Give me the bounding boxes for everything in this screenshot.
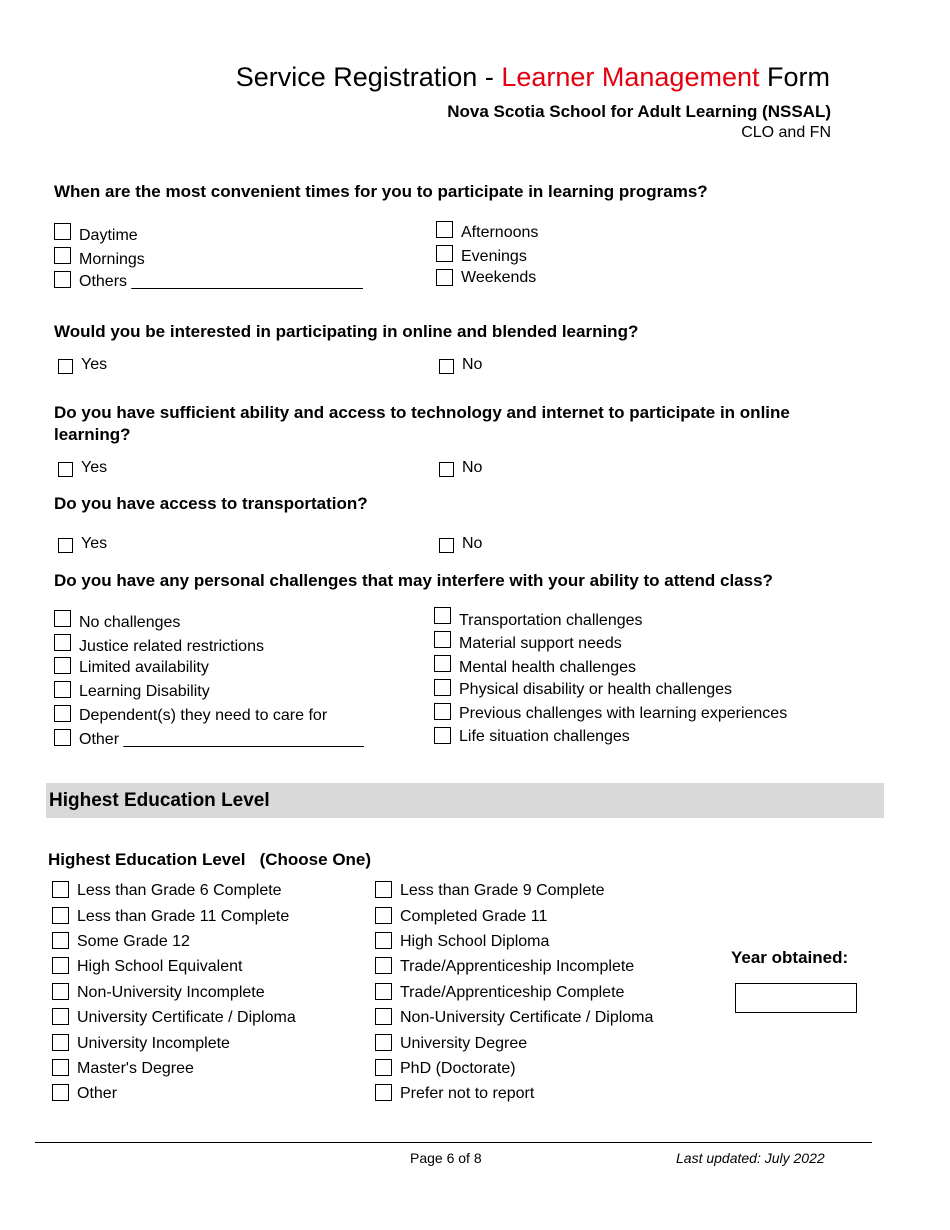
option-label: Trade/Apprenticeship Incomplete <box>400 958 635 975</box>
option-label: Yes <box>81 535 108 552</box>
option-edu-right-5[interactable] <box>375 983 624 1003</box>
option-label: High School Diploma <box>400 933 550 950</box>
option-label: Non-University Certificate / Diploma <box>400 1009 654 1026</box>
option-label: Mental health challenges <box>459 659 637 676</box>
checkbox[interactable] <box>439 359 454 374</box>
option-edu-left-8[interactable] <box>52 1059 194 1079</box>
checkbox[interactable] <box>52 957 69 974</box>
checkbox[interactable] <box>434 679 451 696</box>
option-edu-right-6[interactable] <box>375 1008 653 1028</box>
option-label: High School Equivalent <box>77 958 243 975</box>
checkbox[interactable] <box>375 983 392 1000</box>
option-label: Completed Grade 11 <box>400 908 548 925</box>
year-obtained-label: Year obtained: <box>731 948 849 967</box>
option-edu-right-9[interactable] <box>375 1084 534 1104</box>
option-physical-disability[interactable] <box>434 679 732 700</box>
program-name: CLO and FN <box>741 124 831 141</box>
option-mornings[interactable] <box>54 247 145 270</box>
checkbox[interactable] <box>434 727 451 744</box>
option-transportation-challenges[interactable] <box>434 607 643 631</box>
checkbox[interactable] <box>54 247 71 264</box>
option-label: Transportation challenges <box>459 612 643 629</box>
checkbox[interactable] <box>58 538 73 553</box>
option-other-challenge[interactable] <box>54 729 364 750</box>
option-edu-left-7[interactable] <box>52 1034 230 1054</box>
option-mental-health[interactable] <box>434 655 636 678</box>
option-label: Trade/Apprenticeship Complete <box>400 984 625 1001</box>
option-material-support[interactable] <box>434 631 622 654</box>
title-part-3: Form <box>759 62 830 92</box>
option-label: Non-University Incomplete <box>77 984 265 1001</box>
option-weekends[interactable] <box>436 268 536 288</box>
option-edu-left-5[interactable] <box>52 983 265 1003</box>
option-label: Learning Disability <box>79 683 210 700</box>
option-online-no[interactable] <box>439 355 482 375</box>
checkbox[interactable] <box>54 705 71 722</box>
checkbox[interactable] <box>434 703 451 720</box>
option-dependents[interactable] <box>54 705 327 726</box>
checkbox[interactable] <box>375 907 392 924</box>
option-label: No <box>462 459 483 476</box>
checkbox[interactable] <box>58 462 73 477</box>
option-limited-availability[interactable] <box>54 657 209 678</box>
option-label: Dependent(s) they need to care for <box>79 707 328 724</box>
checkbox[interactable] <box>439 462 454 477</box>
option-transport-yes[interactable] <box>58 534 107 554</box>
option-label: Other <box>77 1085 118 1102</box>
option-others[interactable] <box>54 271 363 292</box>
checkbox[interactable] <box>52 1084 69 1101</box>
checkbox[interactable] <box>436 269 453 286</box>
option-label: Material support needs <box>459 635 622 652</box>
checkbox[interactable] <box>436 245 453 262</box>
question-transportation: Do you have access to transportation? <box>54 494 368 513</box>
option-edu-right-7[interactable] <box>375 1034 527 1054</box>
option-label: No challenges <box>79 614 181 631</box>
checkbox[interactable] <box>52 881 69 898</box>
checkbox[interactable] <box>375 1034 392 1051</box>
checkbox[interactable] <box>54 223 71 240</box>
option-label: Less than Grade 6 Complete <box>77 882 282 899</box>
option-learning-disability[interactable] <box>54 681 210 702</box>
page-number: Page 6 of 8 <box>410 1150 482 1166</box>
option-label: Life situation challenges <box>459 728 630 745</box>
option-label: No <box>462 535 483 552</box>
option-edu-left-3[interactable] <box>52 932 190 952</box>
option-previous-challenges[interactable] <box>434 703 787 724</box>
option-no-challenges[interactable] <box>54 610 180 633</box>
option-label: Other ___________________________ <box>79 731 364 748</box>
footer-divider <box>35 1142 872 1143</box>
section-title-education: Highest Education Level <box>49 790 270 811</box>
checkbox[interactable] <box>52 983 69 1000</box>
checkbox[interactable] <box>54 271 71 288</box>
checkbox[interactable] <box>375 1084 392 1101</box>
option-label: Physical disability or health challenges <box>459 681 733 698</box>
option-label: Yes <box>81 459 108 476</box>
checkbox[interactable] <box>54 729 71 746</box>
option-edu-right-3[interactable] <box>375 932 549 952</box>
option-life-situation[interactable] <box>434 727 630 747</box>
checkbox[interactable] <box>434 655 451 672</box>
checkbox[interactable] <box>375 957 392 974</box>
option-label: Less than Grade 9 Complete <box>400 882 605 899</box>
checkbox[interactable] <box>54 610 71 627</box>
option-edu-right-1[interactable] <box>375 881 605 901</box>
option-label: Justice related restrictions <box>79 638 264 655</box>
checkbox[interactable] <box>375 881 392 898</box>
checkbox[interactable] <box>52 1008 69 1025</box>
checkbox[interactable] <box>52 1059 69 1076</box>
option-edu-right-8[interactable] <box>375 1059 516 1079</box>
option-edu-left-9[interactable] <box>52 1084 117 1104</box>
option-tech-no[interactable] <box>439 458 482 478</box>
option-label: Previous challenges with learning experiences <box>459 705 788 722</box>
question-personal-challenges: Do you have any personal challenges that may interfere with your ability to attend class? <box>54 571 773 590</box>
title-part-1: Service Registration - <box>235 62 502 92</box>
option-label: Master's Degree <box>77 1060 194 1077</box>
checkbox[interactable] <box>439 538 454 553</box>
option-transport-no[interactable] <box>439 534 482 554</box>
checkbox[interactable] <box>434 631 451 648</box>
question-education-level: Highest Education Level (Choose One) <box>48 850 372 869</box>
checkbox[interactable] <box>375 1059 392 1076</box>
option-label: No <box>462 356 483 373</box>
option-online-yes[interactable] <box>58 355 107 375</box>
checkbox[interactable] <box>52 907 69 924</box>
option-edu-right-4[interactable] <box>375 957 634 977</box>
option-label: Evenings <box>461 248 527 265</box>
option-afternoons[interactable] <box>436 221 538 243</box>
option-label: Weekends <box>461 269 537 286</box>
option-label: Others __________________________ <box>79 273 363 290</box>
option-label: PhD (Doctorate) <box>400 1060 516 1077</box>
option-daytime[interactable] <box>54 223 138 246</box>
checkbox[interactable] <box>434 607 451 624</box>
option-edu-left-4[interactable] <box>52 957 242 977</box>
form-title <box>236 62 830 93</box>
checkbox[interactable] <box>54 634 71 651</box>
question-convenient-times: When are the most convenient times for you to participate in learning programs? <box>54 182 708 201</box>
checkbox[interactable] <box>375 932 392 949</box>
option-edu-right-2[interactable] <box>375 907 547 927</box>
option-edu-left-6[interactable] <box>52 1008 296 1028</box>
option-label: Limited availability <box>79 659 209 676</box>
option-label: Mornings <box>79 251 145 268</box>
option-label: Afternoons <box>461 224 539 241</box>
checkbox[interactable] <box>58 359 73 374</box>
question-online-learning: Would you be interested in participating in online and blended learning? <box>54 322 639 341</box>
question-technology-access: Do you have sufficient ability and access to technology and internet to participate in online learning? <box>54 403 790 444</box>
option-tech-yes[interactable] <box>58 458 107 478</box>
organization-name: Nova Scotia School for Adult Learning (NSSAL) <box>447 102 831 121</box>
option-label: Daytime <box>79 227 138 244</box>
option-label: Some Grade 12 <box>77 933 190 950</box>
checkbox[interactable] <box>54 657 71 674</box>
option-label: University Incomplete <box>77 1035 230 1052</box>
option-label: University Degree <box>400 1035 528 1052</box>
option-justice-restrictions[interactable] <box>54 634 264 657</box>
option-label: Less than Grade 11 Complete <box>77 908 290 925</box>
title-part-2: Learner Management <box>501 62 760 92</box>
option-label: Prefer not to report <box>400 1085 535 1102</box>
checkbox[interactable] <box>54 681 71 698</box>
checkbox[interactable] <box>52 932 69 949</box>
checkbox[interactable] <box>52 1034 69 1051</box>
year-obtained-input[interactable] <box>735 983 857 1013</box>
option-edu-left-1[interactable] <box>52 881 282 901</box>
checkbox[interactable] <box>375 1008 392 1025</box>
checkbox[interactable] <box>436 221 453 238</box>
option-edu-left-2[interactable] <box>52 907 289 927</box>
option-label: Yes <box>81 356 108 373</box>
last-updated: Last updated: July 2022 <box>676 1150 825 1166</box>
option-evenings[interactable] <box>436 245 527 267</box>
option-label: University Certificate / Diploma <box>77 1009 296 1026</box>
